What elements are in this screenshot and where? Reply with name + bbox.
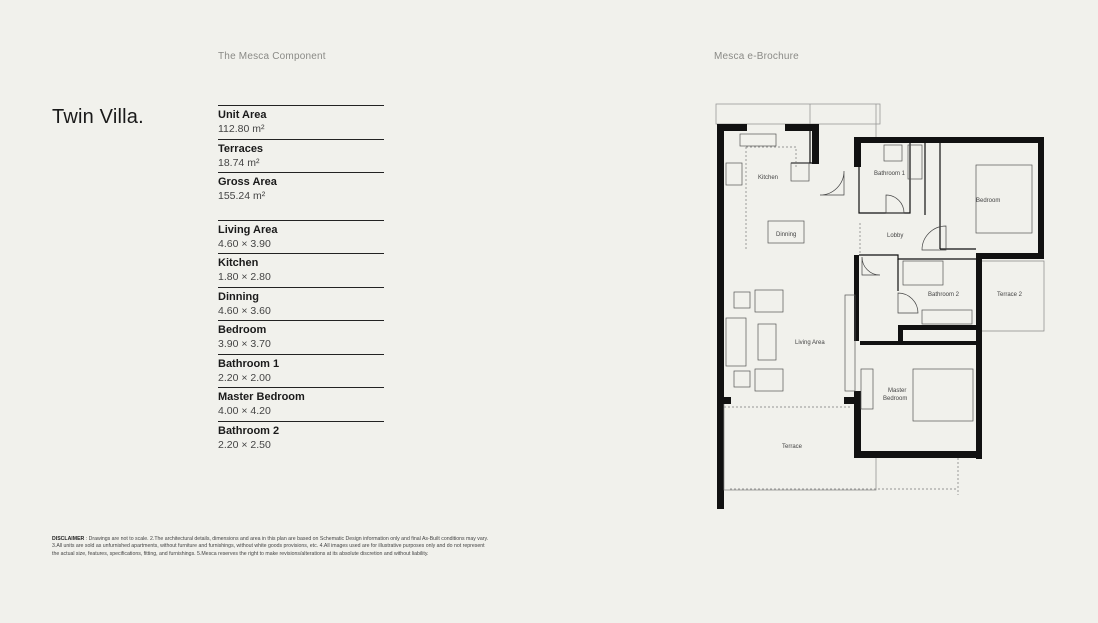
wall: [717, 124, 724, 509]
spec-bathroom-1: [218, 354, 384, 388]
spec-bedroom: [218, 320, 384, 354]
spec-value: 2.20 × 2.50: [218, 438, 271, 451]
vanity: [922, 310, 972, 324]
spec-label: Kitchen: [218, 257, 259, 269]
spec-label: Unit Area: [218, 109, 267, 121]
wall: [844, 397, 861, 404]
door-swing: [886, 195, 904, 213]
bath-tub: [903, 261, 943, 285]
coffee-table: [758, 324, 776, 360]
sink: [791, 163, 809, 181]
room-label-dinning: Dinning: [776, 232, 797, 238]
spec-label: Bathroom 2: [218, 424, 280, 437]
door-swing: [862, 257, 880, 275]
wall: [976, 253, 1044, 259]
room-label-master-bedroom: Bedroom: [883, 396, 908, 402]
disclaimer-text: : Drawings are not to scale. 2.The architectural details, dimensions and area in this plan are based on Schematic Design information only and final As-Built conditions may vary. 3.All units are sold as unfurnished apartments, without furniture and furnishings, without white goods provisions, etc. 4.All images used are for illustrative purposes only and do not represent the actual size, features, specifications, fitting, and furnishings. 5.Mesca reserves the right to make revisions/alterations at its absolute discretion and without liability.: [52, 536, 489, 557]
spec-value: 155.24 m²: [218, 190, 266, 202]
wall: [898, 325, 978, 330]
sofa: [726, 318, 746, 366]
stove-icon: [726, 163, 742, 185]
wall: [854, 451, 982, 458]
top-balcony-outline: [716, 104, 880, 124]
spec-label: Bathroom 1: [218, 357, 280, 370]
disclaimer-heading: DISCLAIMER: [52, 536, 85, 542]
spec-value: 4.60 × 3.60: [218, 304, 271, 317]
spec-master-bedroom: [218, 387, 384, 421]
room-label-bathroom-1: Bathroom 1: [874, 171, 906, 177]
door-swing: [922, 226, 946, 250]
room-label-master: Master: [888, 388, 907, 394]
toilet-icon: [884, 145, 902, 161]
wall: [717, 397, 731, 404]
spec-gross-area: [218, 172, 384, 206]
wardrobe: [861, 369, 873, 409]
spec-label: Living Area: [218, 223, 278, 236]
walls: [717, 124, 1044, 509]
armchair: [755, 369, 783, 391]
room-label-bedroom: Bedroom: [976, 198, 1001, 204]
wall: [1038, 137, 1044, 259]
lamp-icon: [734, 292, 750, 308]
spec-label: Terraces: [218, 142, 264, 155]
kitchen-dash: [746, 147, 796, 167]
spec-value: 18.74 m²: [218, 156, 260, 169]
room-label-terrace: Terrace: [782, 444, 803, 450]
spec-label: Bedroom: [218, 324, 267, 336]
wall: [860, 341, 978, 345]
armchair: [755, 290, 783, 312]
master-bed: [913, 369, 973, 421]
unit-title: Twin Villa.: [52, 106, 144, 128]
spec-value: 4.00 × 4.20: [218, 405, 271, 417]
spec-label: Gross Area: [218, 176, 277, 188]
floor-plan: [700, 95, 1060, 515]
wall: [854, 137, 1044, 143]
tv-unit: [845, 295, 855, 391]
spec-label: Dinning: [218, 290, 259, 303]
spec-value: 3.90 × 3.70: [218, 338, 271, 350]
room-label-lobby: Lobby: [887, 233, 904, 239]
section-title: The Mesca Component: [218, 51, 326, 62]
brochure-title: Mesca e-Brochure: [714, 51, 799, 62]
wall: [812, 124, 819, 164]
spec-label: Master Bedroom: [218, 391, 305, 403]
spec-terraces: [218, 139, 384, 173]
door-swing: [820, 171, 844, 195]
room-label-terrace-2: Terrace 2: [997, 292, 1023, 298]
spec-value: 1.80 × 2.80: [218, 271, 271, 283]
lamp-icon: [734, 371, 750, 387]
spec-list: [218, 105, 384, 454]
spec-bathroom-2: [218, 421, 384, 455]
spec-dinning: [218, 287, 384, 321]
spec-value: 112.80 m²: [218, 123, 265, 135]
spec-living-area: [218, 220, 384, 254]
wall: [976, 259, 982, 459]
spec-value: 4.60 × 3.90: [218, 237, 271, 250]
room-label-bathroom-2: Bathroom 2: [928, 292, 960, 298]
spec-value: 2.20 × 2.00: [218, 371, 271, 384]
door-swing: [898, 293, 918, 313]
room-label-living-area: Living Area: [795, 340, 825, 346]
room-label-kitchen: Kitchen: [758, 175, 779, 181]
spec-kitchen: [218, 253, 384, 287]
dashed-lines: [724, 147, 958, 495]
disclaimer: [52, 536, 492, 558]
wall: [717, 124, 747, 131]
lobby-wall: [859, 255, 976, 259]
kitchen-counter: [740, 134, 776, 146]
spec-unit-area: [218, 105, 384, 139]
